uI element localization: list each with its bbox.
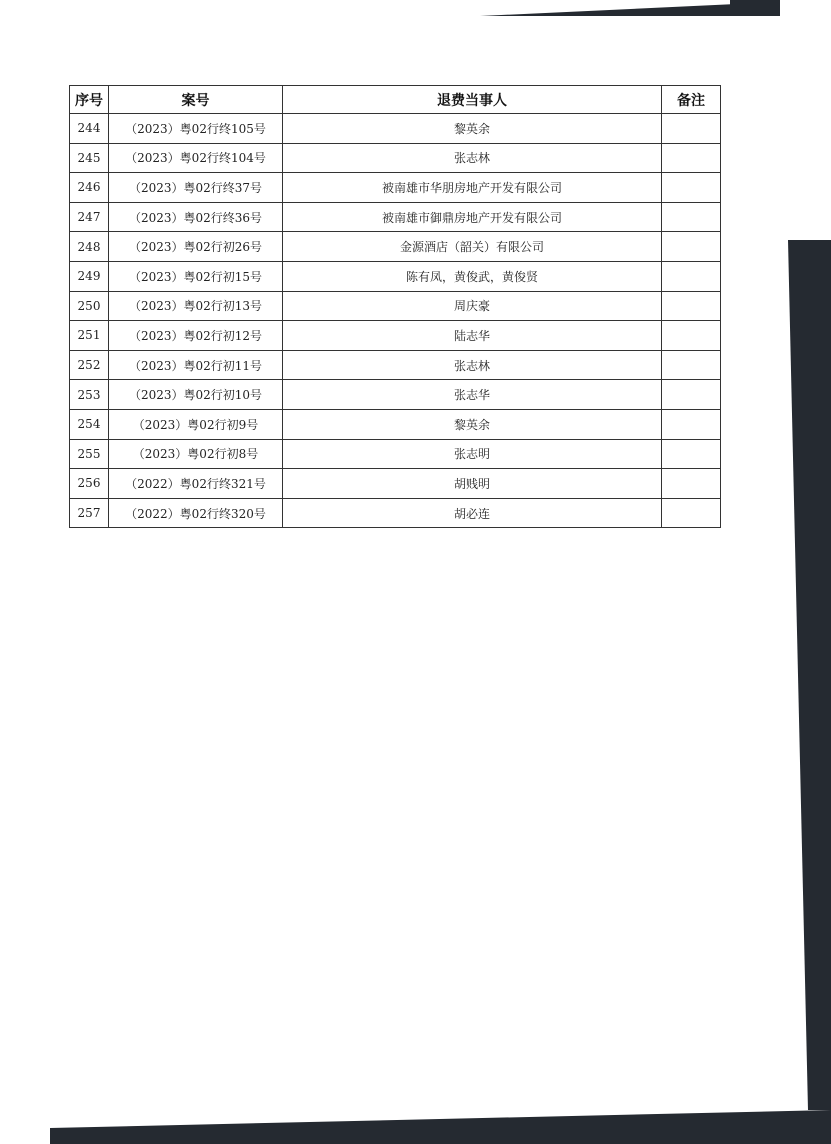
cell-serial: 247 — [70, 202, 109, 232]
cell-case-number: （2023）粤02行终36号 — [109, 202, 283, 232]
table-row — [70, 232, 721, 262]
cell-case-number: （2023）粤02行终37号 — [109, 173, 283, 203]
cell-serial: 249 — [70, 261, 109, 291]
table-row — [70, 291, 721, 321]
cell-case-number: （2023）粤02行初9号 — [109, 409, 283, 439]
cell-serial: 246 — [70, 173, 109, 203]
cell-remarks — [662, 498, 721, 528]
table-row — [70, 173, 721, 203]
cell-refund-party: 陈有凤，黄俊武，黄俊贤 — [283, 261, 662, 291]
scan-edge-bottom — [50, 1108, 831, 1144]
cell-refund-party: 胡必连 — [283, 498, 662, 528]
table-row — [70, 469, 721, 499]
cell-case-number: （2022）粤02行终321号 — [109, 469, 283, 499]
header-refund-party: 退费当事人 — [283, 86, 662, 114]
header-case-number: 案号 — [109, 86, 283, 114]
table-row — [70, 143, 721, 173]
cell-refund-party: 周庆豪 — [283, 291, 662, 321]
cell-serial: 255 — [70, 439, 109, 469]
cell-serial: 256 — [70, 469, 109, 499]
cell-remarks — [662, 232, 721, 262]
header-serial: 序号 — [70, 86, 109, 114]
cell-refund-party: 黎英余 — [283, 114, 662, 144]
cell-refund-party: 张志华 — [283, 380, 662, 410]
cell-remarks — [662, 321, 721, 351]
cell-remarks — [662, 114, 721, 144]
cell-serial: 252 — [70, 350, 109, 380]
cell-remarks — [662, 143, 721, 173]
cell-case-number: （2023）粤02行终104号 — [109, 143, 283, 173]
cell-refund-party: 张志林 — [283, 350, 662, 380]
cell-refund-party: 陆志华 — [283, 321, 662, 351]
table-row — [70, 498, 721, 528]
cell-serial: 251 — [70, 321, 109, 351]
cell-serial: 248 — [70, 232, 109, 262]
header-remarks: 备注 — [662, 86, 721, 114]
table-header-row — [70, 86, 721, 114]
cell-serial: 257 — [70, 498, 109, 528]
cell-remarks — [662, 202, 721, 232]
table-row — [70, 350, 721, 380]
cell-case-number: （2023）粤02行初10号 — [109, 380, 283, 410]
cell-serial: 253 — [70, 380, 109, 410]
cell-refund-party: 被南雄市华朋房地产开发有限公司 — [283, 173, 662, 203]
table-row — [70, 114, 721, 144]
cell-remarks — [662, 380, 721, 410]
cell-case-number: （2023）粤02行初13号 — [109, 291, 283, 321]
cell-remarks — [662, 469, 721, 499]
cell-case-number: （2023）粤02行初15号 — [109, 261, 283, 291]
cell-serial: 254 — [70, 409, 109, 439]
table-row — [70, 202, 721, 232]
cell-remarks — [662, 439, 721, 469]
cell-refund-party: 张志明 — [283, 439, 662, 469]
cell-remarks — [662, 409, 721, 439]
cell-case-number: （2022）粤02行终320号 — [109, 498, 283, 528]
cell-case-number: （2023）粤02行初12号 — [109, 321, 283, 351]
refund-table — [69, 85, 721, 528]
table-row — [70, 380, 721, 410]
table-row — [70, 321, 721, 351]
cell-case-number: （2023）粤02行初8号 — [109, 439, 283, 469]
scan-edge-right — [788, 240, 831, 1110]
cell-refund-party: 张志林 — [283, 143, 662, 173]
cell-case-number: （2023）粤02行初11号 — [109, 350, 283, 380]
cell-remarks — [662, 173, 721, 203]
cell-serial: 245 — [70, 143, 109, 173]
scan-edge-top — [480, 0, 780, 16]
cell-case-number: （2023）粤02行初26号 — [109, 232, 283, 262]
cell-refund-party: 被南雄市御鼎房地产开发有限公司 — [283, 202, 662, 232]
cell-remarks — [662, 261, 721, 291]
cell-refund-party: 黎英余 — [283, 409, 662, 439]
cell-remarks — [662, 291, 721, 321]
cell-refund-party: 金源酒店（韶关）有限公司 — [283, 232, 662, 262]
cell-case-number: （2023）粤02行终105号 — [109, 114, 283, 144]
table-row — [70, 261, 721, 291]
table-row — [70, 439, 721, 469]
cell-remarks — [662, 350, 721, 380]
cell-serial: 250 — [70, 291, 109, 321]
cell-serial: 244 — [70, 114, 109, 144]
table-row — [70, 409, 721, 439]
cell-refund-party: 胡贱明 — [283, 469, 662, 499]
